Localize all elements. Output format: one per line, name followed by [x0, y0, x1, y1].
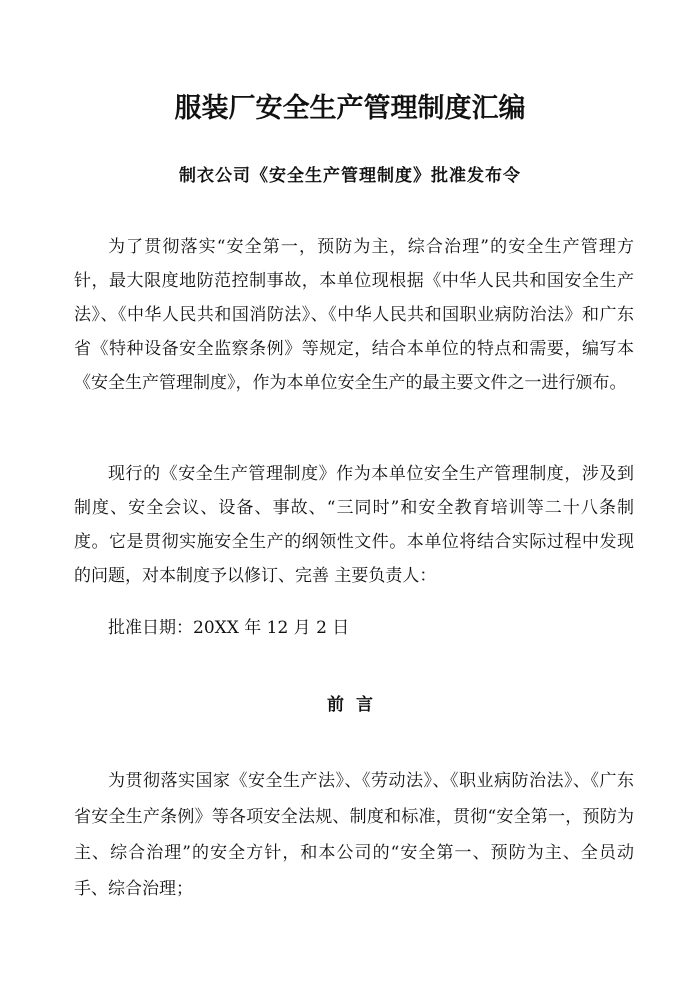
decree-title: 制衣公司《安全生产管理制度》批准发布令 — [179, 166, 521, 186]
decree-paragraph-2: 现行的《安全生产管理制度》作为本单位安全生产管理制度，涉及到制度、安全会议、设备、事故、“三同时”和安全教育培训等二十八条制度。它是贯彻实施安全生产的纲领性文件。本单位将结合实际过程中发现的问题，对本制度予以修订、完善 主要负责人： — [74, 464, 634, 586]
preface-title: 前言 — [327, 695, 385, 715]
decree-paragraph-1: 为了贯彻落实“安全第一，预防为主，综合治理”的安全生产管理方针，最大限度地防范控制事故，本单位现根据《中华人民共和国安全生产法》、《中华人民共和国消防法》、《中华人民共和国职业病防治法》和广东省《特种设备安全监察条例》等规定，结合本单位的特点和需要，编写本《安全生产管理制度》，作为本单位安全生产的最主要文件之一进行颁布。 — [74, 237, 634, 393]
approval-date: 批准日期：20XX 年 12 月 2 日 — [108, 618, 350, 638]
document-title: 服装厂安全生产管理制度汇编 — [174, 93, 526, 124]
preface-paragraph: 为贯彻落实国家《安全生产法》、《劳动法》、《职业病防治法》、《广东省安全生产条例》等各项安全法规、制度和标准，贯彻“安全第一，预防为主、综合治理”的安全方针，和本公司的“安全第一、预防为主、全员动手、综合治理； — [74, 771, 634, 899]
